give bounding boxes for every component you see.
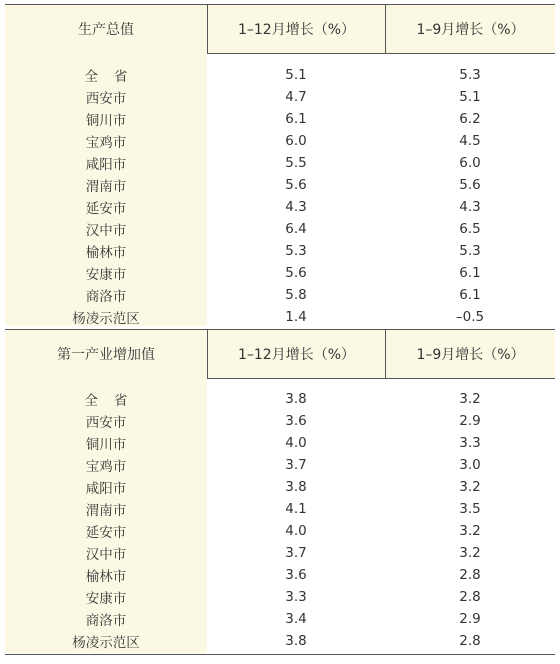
region-name: 全省 — [84, 69, 144, 85]
growth-1-9-value: 3.0 — [459, 457, 481, 473]
region-name: 西安市 — [85, 91, 127, 107]
growth-1-9-value: 6.2 — [459, 111, 481, 127]
region-name-cell — [5, 586, 207, 608]
region-name-cell — [5, 520, 207, 542]
growth-1-12-value: 4.7 — [285, 89, 307, 105]
region-name-cell — [5, 608, 207, 630]
region-name-cell — [5, 64, 207, 86]
growth-1-12-value: 6.4 — [285, 221, 307, 237]
growth-1-9-value: 5.6 — [459, 177, 481, 193]
growth-1-12-value: 3.8 — [285, 391, 307, 407]
region-name-cell — [5, 130, 207, 152]
growth-1-12-value: 1.4 — [285, 309, 307, 325]
region-name: 汉中市 — [85, 223, 127, 239]
header-growth-1-12: 1–12月增长（%） — [208, 330, 386, 378]
table-row — [5, 410, 555, 432]
growth-1-12-value: 5.3 — [285, 243, 307, 259]
growth-1-12-value: 6.1 — [285, 111, 307, 127]
header-indicator: 生产总值 — [5, 5, 208, 53]
growth-1-12-value: 3.7 — [285, 545, 307, 561]
growth-1-12-value: 3.8 — [285, 633, 307, 649]
growth-1-9-value: 5.3 — [459, 67, 481, 83]
gdp-table-body — [5, 53, 555, 326]
growth-1-12-value: 3.7 — [285, 457, 307, 473]
region-name: 铜川市 — [85, 437, 127, 453]
primary-industry-table-header — [5, 329, 555, 379]
growth-1-12-value: 5.6 — [285, 177, 307, 193]
growth-1-12-value: 4.1 — [285, 501, 307, 517]
header-growth-1-9: 1–9月增长（%） — [416, 347, 525, 363]
table-row — [5, 240, 555, 262]
growth-1-9-value: 6.0 — [459, 155, 481, 171]
region-name: 全省 — [84, 393, 144, 409]
gdp-table — [5, 4, 555, 326]
growth-1-12-value: 5.1 — [285, 67, 307, 83]
region-name-cell — [5, 152, 207, 174]
region-name-cell — [5, 454, 207, 476]
table-row — [5, 196, 555, 218]
growth-1-9-value: 3.2 — [459, 545, 481, 561]
table-row — [5, 498, 555, 520]
table-row — [5, 86, 555, 108]
region-name: 榆林市 — [85, 569, 127, 585]
growth-1-9-value: 3.3 — [459, 435, 481, 451]
table-row — [5, 152, 555, 174]
region-name: 商洛市 — [85, 289, 127, 305]
table-bottom-rule — [5, 654, 555, 655]
growth-1-9-value: 5.3 — [459, 243, 481, 259]
table-row — [5, 108, 555, 130]
growth-1-9-value: 6.1 — [459, 287, 481, 303]
growth-1-12-value: 5.8 — [285, 287, 307, 303]
region-name: 延安市 — [85, 201, 127, 217]
primary-industry-table — [5, 329, 555, 656]
table-row — [5, 608, 555, 630]
region-name-cell — [5, 432, 207, 454]
region-name-cell — [5, 630, 207, 652]
growth-1-9-value: 2.9 — [459, 413, 481, 429]
region-name-cell — [5, 262, 207, 284]
region-name-cell — [5, 306, 207, 328]
region-name: 宝鸡市 — [85, 135, 127, 151]
growth-1-12-value: 4.3 — [285, 199, 307, 215]
region-name-cell — [5, 240, 207, 262]
region-name-cell — [5, 388, 207, 410]
table-row — [5, 218, 555, 240]
region-name-cell — [5, 196, 207, 218]
growth-1-9-value: 3.5 — [459, 501, 481, 517]
table-row — [5, 542, 555, 564]
header-growth-1-9: 1–9月增长（%） — [416, 22, 525, 38]
growth-1-12-value: 3.4 — [285, 611, 307, 627]
region-name: 咸阳市 — [85, 157, 127, 173]
growth-1-9-value: 6.1 — [459, 265, 481, 281]
header-growth-1-12: 1–12月增长（%） — [208, 5, 386, 53]
table-row — [5, 130, 555, 152]
header-indicator: 第一产业增加值 — [5, 330, 208, 378]
growth-1-9-value: 3.2 — [459, 479, 481, 495]
region-name-cell — [5, 476, 207, 498]
region-name: 安康市 — [85, 267, 127, 283]
growth-1-12-value: 5.6 — [285, 265, 307, 281]
growth-1-9-value: 6.5 — [459, 221, 481, 237]
growth-1-9-value: 3.2 — [459, 523, 481, 539]
region-name: 渭南市 — [85, 503, 127, 519]
table-row — [5, 630, 555, 652]
region-name-cell — [5, 284, 207, 306]
growth-1-12-value: 4.0 — [285, 435, 307, 451]
region-name-cell — [5, 410, 207, 432]
region-name: 西安市 — [85, 415, 127, 431]
table-row — [5, 476, 555, 498]
growth-1-12-value: 3.6 — [285, 413, 307, 429]
region-name: 杨凌示范区 — [72, 311, 140, 327]
table-row — [5, 520, 555, 542]
growth-1-12-value: 3.3 — [285, 589, 307, 605]
region-name: 商洛市 — [85, 613, 127, 629]
growth-1-9-value: 2.9 — [459, 611, 481, 627]
growth-1-9-value: 2.8 — [459, 633, 481, 649]
growth-1-12-value: 3.6 — [285, 567, 307, 583]
growth-1-9-value: 4.3 — [459, 199, 481, 215]
region-name: 榆林市 — [85, 245, 127, 261]
region-name: 渭南市 — [85, 179, 127, 195]
growth-1-9-value: 5.1 — [459, 89, 481, 105]
table-row — [5, 564, 555, 586]
growth-1-12-value: 3.8 — [285, 479, 307, 495]
region-name-cell — [5, 174, 207, 196]
table-row — [5, 454, 555, 476]
region-name-cell — [5, 86, 207, 108]
table-row — [5, 262, 555, 284]
region-name: 杨凌示范区 — [72, 635, 140, 651]
region-name-cell — [5, 542, 207, 564]
region-name: 咸阳市 — [85, 481, 127, 497]
table-row — [5, 586, 555, 608]
growth-1-9-value: 2.8 — [459, 567, 481, 583]
growth-1-9-value: 2.8 — [459, 589, 481, 605]
region-name-cell — [5, 564, 207, 586]
growth-1-9-value: 3.2 — [459, 391, 481, 407]
growth-1-12-value: 4.0 — [285, 523, 307, 539]
region-name-cell — [5, 498, 207, 520]
growth-1-9-value: 4.5 — [459, 133, 481, 149]
growth-1-12-value: 6.0 — [285, 133, 307, 149]
region-name: 汉中市 — [85, 547, 127, 563]
region-name-cell — [5, 218, 207, 240]
region-name: 延安市 — [85, 525, 127, 541]
growth-1-12-value: 5.5 — [285, 155, 307, 171]
table-row — [5, 432, 555, 454]
region-name: 安康市 — [85, 591, 127, 607]
table-row — [5, 306, 555, 328]
table-row — [5, 284, 555, 306]
table-row — [5, 174, 555, 196]
table-row — [5, 388, 555, 410]
gdp-table-header — [5, 4, 555, 54]
region-name-cell — [5, 108, 207, 130]
growth-1-9-value: –0.5 — [455, 309, 485, 325]
region-name: 铜川市 — [85, 113, 127, 129]
region-name: 宝鸡市 — [85, 459, 127, 475]
table-row — [5, 64, 555, 86]
primary-industry-table-body — [5, 378, 555, 653]
